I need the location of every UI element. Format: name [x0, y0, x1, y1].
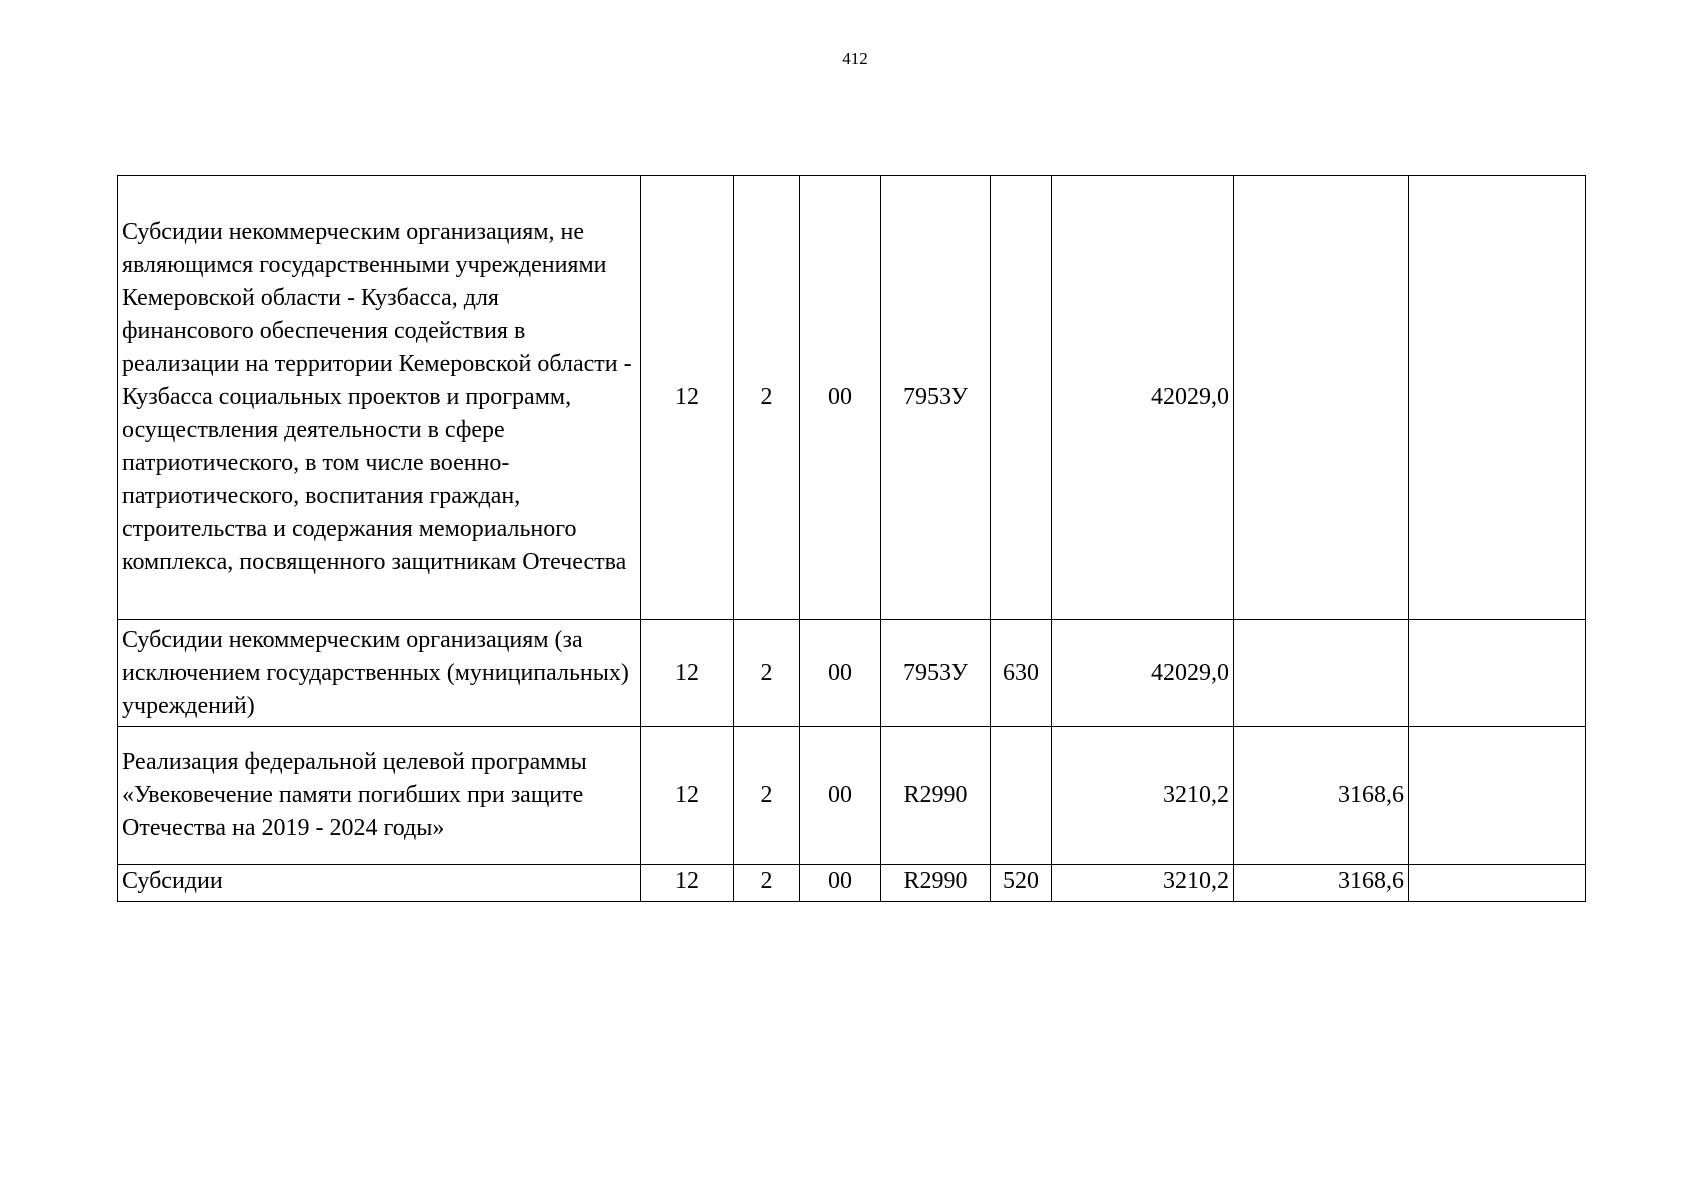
- row-description: Субсидии некоммерческим организациям (за исключением государственных (муниципальных) учреждений): [118, 620, 641, 727]
- amount-2-cell: [1234, 620, 1409, 727]
- program-cell: 00: [800, 865, 881, 902]
- subsection-cell: 2: [734, 176, 800, 620]
- subsection-cell: 2: [734, 620, 800, 727]
- row-description: Субсидии некоммерческим организациям, не являющимся государственными учреждениями Кемеровской области - Кузбасса, для финансового обеспечения содействия в реализации на территории Кемеровской области - Кузбасса социальных проектов и программ, осуществления деятельности в сфере патриотического, в том числе военно-патриотического, воспитания граждан, строительства и содержания мемориального комплекса, посвященного защитникам Отечества: [118, 176, 641, 620]
- amount-3-cell: [1409, 620, 1586, 727]
- section-cell: 12: [641, 620, 734, 727]
- amount-1-cell: 3210,2: [1052, 727, 1234, 865]
- amount-2-cell: 3168,6: [1234, 727, 1409, 865]
- program-cell: 00: [800, 620, 881, 727]
- target-article-cell: 7953У: [881, 620, 991, 727]
- amount-2-cell: 3168,6: [1234, 865, 1409, 902]
- section-cell: 12: [641, 727, 734, 865]
- table-row: [118, 176, 1586, 620]
- table-row: [118, 620, 1586, 727]
- row-description: Реализация федеральной целевой программы «Увековечение памяти погибших при защите Отечества на 2019 - 2024 годы»: [118, 727, 641, 865]
- section-cell: 12: [641, 176, 734, 620]
- row-description: Субсидии: [118, 865, 641, 902]
- amount-3-cell: [1409, 727, 1586, 865]
- amount-2-cell: [1234, 176, 1409, 620]
- expense-type-cell: [991, 727, 1052, 865]
- expense-type-cell: [991, 176, 1052, 620]
- amount-1-cell: 42029,0: [1052, 620, 1234, 727]
- budget-table: [117, 175, 1586, 902]
- target-article-cell: 7953У: [881, 176, 991, 620]
- expense-type-cell: 630: [991, 620, 1052, 727]
- table-row: [118, 865, 1586, 902]
- table-row: [118, 727, 1586, 865]
- amount-1-cell: 3210,2: [1052, 865, 1234, 902]
- subsection-cell: 2: [734, 727, 800, 865]
- target-article-cell: R2990: [881, 865, 991, 902]
- subsection-cell: 2: [734, 865, 800, 902]
- program-cell: 00: [800, 727, 881, 865]
- expense-type-cell: 520: [991, 865, 1052, 902]
- amount-3-cell: [1409, 865, 1586, 902]
- program-cell: 00: [800, 176, 881, 620]
- amount-3-cell: [1409, 176, 1586, 620]
- section-cell: 12: [641, 865, 734, 902]
- page-number: 412: [842, 49, 868, 68]
- target-article-cell: R2990: [881, 727, 991, 865]
- amount-1-cell: 42029,0: [1052, 176, 1234, 620]
